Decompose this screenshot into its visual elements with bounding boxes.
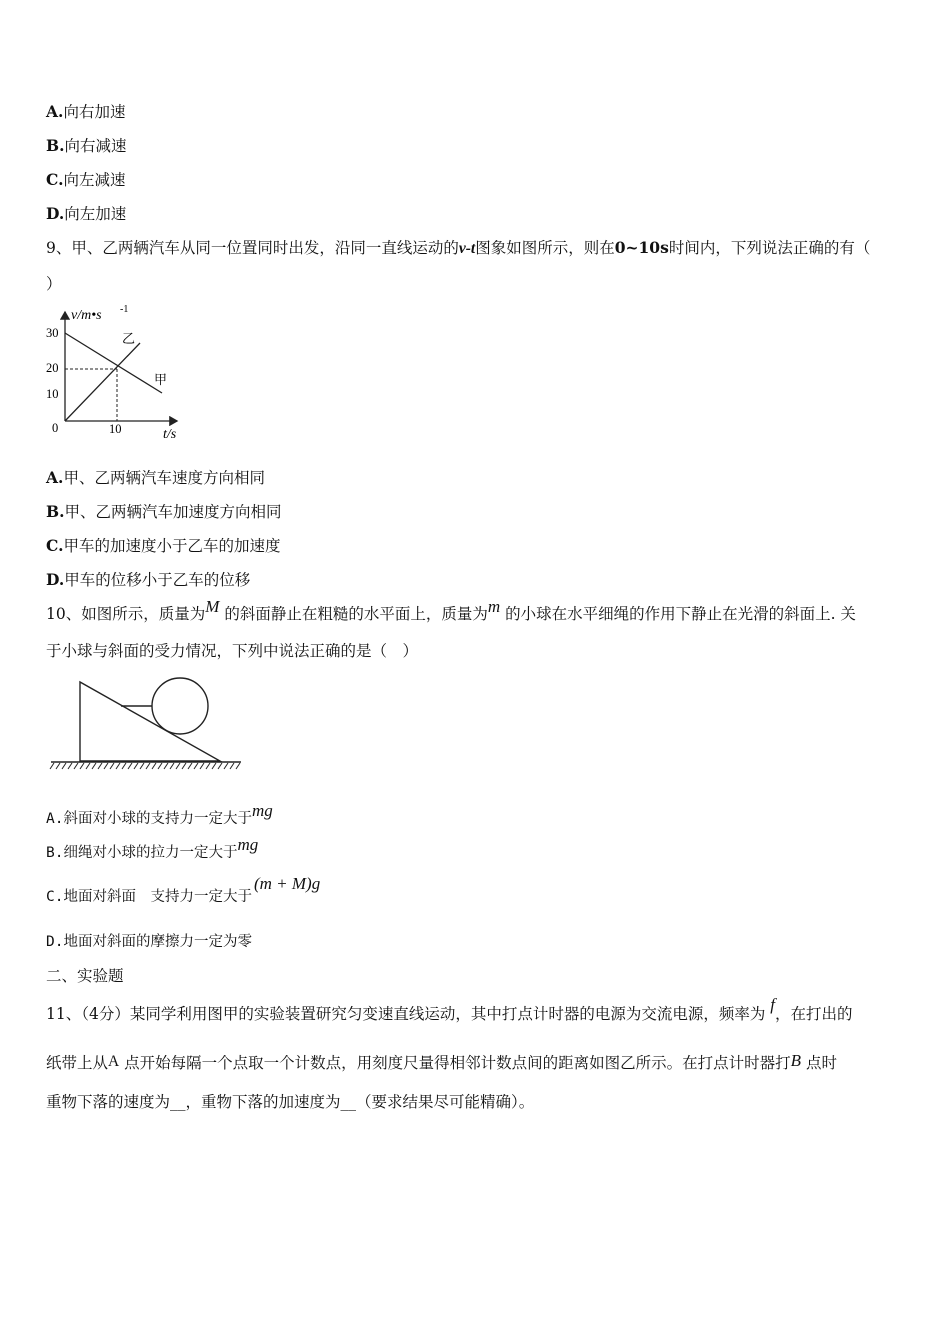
option-text: 向左加速 bbox=[64, 205, 127, 223]
y-tick-20: 20 bbox=[46, 361, 59, 375]
mass-M: M bbox=[205, 597, 220, 616]
option-letter: A. bbox=[46, 102, 64, 121]
q11-line2-c: 点时 bbox=[806, 1054, 838, 1072]
q8-option-b bbox=[46, 136, 127, 156]
q10-option-c bbox=[46, 874, 321, 907]
y-axis-exp: -1 bbox=[120, 304, 129, 315]
q9-option-c bbox=[46, 536, 280, 556]
q11-line2-a: 纸带上从 bbox=[46, 1054, 109, 1072]
q9-stem-suffix: 时间内，下列说法正确的有（ bbox=[668, 239, 871, 257]
option-text: 甲、乙两辆汽车加速度方向相同 bbox=[64, 503, 282, 521]
q10-option-d bbox=[46, 932, 252, 952]
option-text: 甲车的位移小于乙车的位移 bbox=[64, 571, 251, 589]
q10-stem-part2: 的斜面静止在粗糙的水平面上，质量为 bbox=[224, 605, 488, 623]
q11-line3: 重物下落的速度为__，重物下落的加速度为__（要求结果尽可能精确）。 bbox=[46, 1093, 535, 1111]
option-letter: B. bbox=[46, 502, 65, 521]
q10-stem-line2: 于小球与斜面的受力情况，下列中说法正确的是（ ） bbox=[46, 642, 419, 660]
ground-hatch bbox=[50, 763, 240, 769]
q9-option-d bbox=[46, 570, 250, 590]
q11-line1-b: ，在打出的 bbox=[775, 1005, 853, 1023]
q10-option-b bbox=[46, 835, 259, 863]
option-letter: D. bbox=[46, 204, 65, 223]
option-letter: B. bbox=[46, 845, 64, 861]
time-interval: 0~10s bbox=[614, 238, 669, 257]
q9-stem bbox=[46, 238, 870, 259]
option-letter: C. bbox=[46, 536, 64, 555]
option-letter: D. bbox=[46, 570, 65, 589]
option-text: 地面对斜面的摩擦力一定为零 bbox=[63, 934, 252, 950]
option-text: 向右减速 bbox=[64, 137, 127, 155]
q9-option-a bbox=[46, 468, 265, 488]
q9-stem-prefix: 9、甲、乙两辆汽车从同一位置同时出发，沿同一直线运动的 bbox=[46, 239, 459, 257]
q9-close-paren: ） bbox=[46, 275, 62, 293]
point-A: A bbox=[108, 1053, 120, 1070]
q10-stem-part1: 10、如图所示，质量为 bbox=[46, 605, 206, 623]
mass-m: m bbox=[487, 597, 501, 616]
jia-label: 甲 bbox=[154, 372, 168, 387]
option-math: mg bbox=[237, 835, 259, 854]
q10-stem-part3: 的小球在水平细绳的作用下静止在光滑的斜面上. 关 bbox=[505, 605, 856, 623]
option-text: 向左减速 bbox=[63, 171, 126, 189]
incline-diagram bbox=[48, 672, 244, 772]
ball bbox=[152, 678, 208, 734]
q11-line1 bbox=[46, 995, 853, 1024]
option-text: 向右加速 bbox=[63, 103, 126, 121]
x-axis-label: t/s bbox=[163, 427, 177, 442]
y-axis-label: v/m•s bbox=[71, 308, 102, 323]
option-text: 斜面对小球的支持力一定大于 bbox=[63, 811, 252, 827]
q10-stem-line1 bbox=[46, 597, 856, 624]
option-letter: C. bbox=[46, 170, 64, 189]
option-text: 甲车的加速度小于乙车的加速度 bbox=[63, 537, 281, 555]
q11-line2 bbox=[46, 1053, 837, 1074]
yi-label: 乙 bbox=[122, 331, 136, 346]
q9-option-b bbox=[46, 502, 282, 522]
q10-option-a bbox=[46, 801, 273, 829]
vt-symbol: v-t bbox=[458, 240, 476, 257]
line-jia bbox=[65, 333, 162, 393]
option-math: mg bbox=[251, 801, 273, 820]
q9-stem-middle: 图象如图所示，则在 bbox=[475, 239, 615, 257]
line-yi bbox=[65, 343, 140, 421]
point-B: B bbox=[790, 1051, 802, 1070]
q11-line1-a: 11、（4分）某同学利用图甲的实验装置研究匀变速直线运动，其中打点计时器的电源为交流电源，频率为 bbox=[46, 1005, 766, 1023]
origin-label: 0 bbox=[52, 421, 59, 435]
q11-line2-b: 点开始每隔一个点取一个计数点，用刻度尺量得相邻计数点间的距离如图乙所示。在打点计时器打 bbox=[124, 1054, 791, 1072]
option-text: 地面对斜面 支持力一定大于 bbox=[63, 889, 252, 905]
q8-option-a bbox=[46, 102, 125, 122]
option-letter: B. bbox=[46, 136, 65, 155]
option-text: 细绳对小球的拉力一定大于 bbox=[63, 845, 238, 861]
option-letter: C. bbox=[46, 889, 64, 905]
option-letter: A. bbox=[46, 468, 64, 487]
q8-option-d bbox=[46, 204, 126, 224]
option-text: 甲、乙两辆汽车速度方向相同 bbox=[63, 469, 265, 487]
y-tick-30: 30 bbox=[46, 326, 59, 340]
option-letter: A. bbox=[46, 811, 64, 827]
x-tick-10: 10 bbox=[109, 422, 122, 436]
option-letter: D. bbox=[46, 934, 64, 950]
section-title: 二、实验题 bbox=[46, 967, 124, 985]
incline bbox=[80, 682, 220, 761]
q8-option-c bbox=[46, 170, 125, 190]
option-math: (m + M)g bbox=[253, 874, 321, 893]
y-tick-10: 10 bbox=[46, 387, 59, 401]
frequency-f: f bbox=[770, 995, 776, 1014]
vt-graph bbox=[40, 300, 190, 448]
